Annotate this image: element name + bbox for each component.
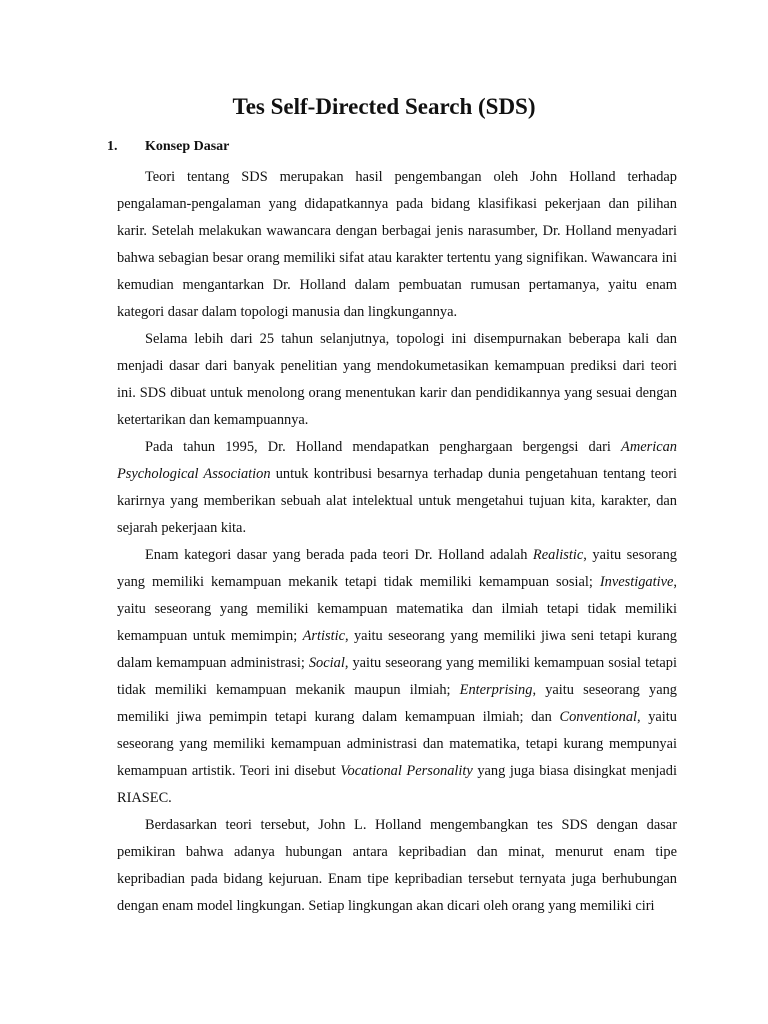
paragraph-4-italic-term: Enterprising: [459, 682, 533, 698]
paragraph-2: Selama lebih dari 25 tahun selanjutnya, topologi ini disempurnakan beberapa kali dan menjadi dasar dari banyak penelitian yang mendokumetasikan kemampuan prediksi dari teori ini. SDS dibuat untuk menolong orang menentukan karir dan pendidikannya yang sesuai dengan ketertarikan dan kemampuannya.: [117, 331, 677, 428]
paragraph-4-text: , yaitu seseorang yang memiliki jiwa pemimpin tetapi kurang dalam kemampuan ilmiah; dan: [117, 682, 677, 725]
paragraph-3-text: Pada tahun 1995, Dr. Holland mendapatkan penghargaan bergengsi dari: [145, 439, 622, 455]
paragraph-4-italic-term: Artistic: [302, 628, 345, 644]
paragraph-4-text: yang juga biasa disingkat menjadi RIASEC.: [117, 763, 677, 806]
paragraph-4-text: Enam kategori dasar yang berada pada teori Dr. Holland adalah: [145, 547, 533, 563]
paragraph-3-text: untuk kontribusi besarnya terhadap dunia pengetahuan tentang teori karirnya yang memberikan sebuah alat intelektual untuk mengetahui tujuan kita, karakter, dan sejarah pekerjaan kita.: [117, 466, 678, 536]
paragraph-4-text: , yaitu seseorang yang memiliki kemampuan sosial tetapi tidak memiliki kemampuan mekanik maupun ilmiah;: [117, 655, 677, 698]
paragraph-1: Teori tentang SDS merupakan hasil pengembangan oleh John Holland terhadap pengalaman-pengalaman yang didapatkannya pada bidang klasifikasi pekerjaan dan pilihan karir. Setelah melakukan wawancara dengan berbagai jenis narasumber, Dr. Holland menyadari bahwa sebagian besar orang memiliki sifat atau karakter tertentu yang signifikan. Wawancara ini kemudian mengantarkan Dr. Holland dalam pembuatan rumusan pertamanya, yaitu enam kategori dasar dalam topologi manusia dan lingkungannya.: [117, 169, 677, 320]
paragraph-4-italic-term: Investigative: [599, 574, 674, 590]
document-body: [117, 164, 677, 920]
paragraph-5: Berdasarkan teori tersebut, John L. Holland mengembangkan tes SDS dengan dasar pemikiran bahwa adanya hubungan antara kepribadian dan minat, menurut enam tipe kepribadian pada bidang kejuruan. Enam tipe kepribadian tersebut ternyata juga berhubungan dengan enam model lingkungan. Setiap lingkungan akan dicari oleh orang yang memiliki ciri: [117, 817, 677, 914]
paragraph-3-italic-term: American Psychological Association: [117, 439, 677, 482]
paragraph-4-text: , yaitu seseorang yang memiliki kemampuan matematika dan ilmiah tetapi tidak memiliki kemampuan untuk memimpin;: [117, 574, 677, 644]
paragraph-4: [117, 542, 677, 812]
paragraph-4-italic-term: Conventional: [559, 709, 638, 725]
paragraph-3: [117, 434, 677, 542]
paragraph-4-italic-term: Social: [308, 655, 345, 671]
document-title: Tes Self-Directed Search (SDS): [232, 94, 536, 119]
paragraph-4-text: , yaitu sesorang yang memiliki kemampuan mekanik tetapi tidak memiliki kemampuan sosial;: [117, 547, 678, 590]
section-title: Konsep Dasar: [145, 139, 230, 154]
paragraph-4-italic-term: Realistic: [532, 547, 584, 563]
paragraph-4-italic-term: Vocational Personality: [340, 763, 473, 779]
section-heading: [107, 137, 229, 157]
paragraph-4-text: , yaitu seseorang yang memiliki kemampuan administrasi dan matematika, tetapi kurang mempunyai kemampuan artistik. Teori ini disebut: [117, 709, 677, 779]
section-number: 1.: [107, 139, 118, 154]
paragraph-4-text: , yaitu seseorang yang memiliki jiwa seni tetapi kurang dalam kemampuan administrasi;: [117, 628, 677, 671]
